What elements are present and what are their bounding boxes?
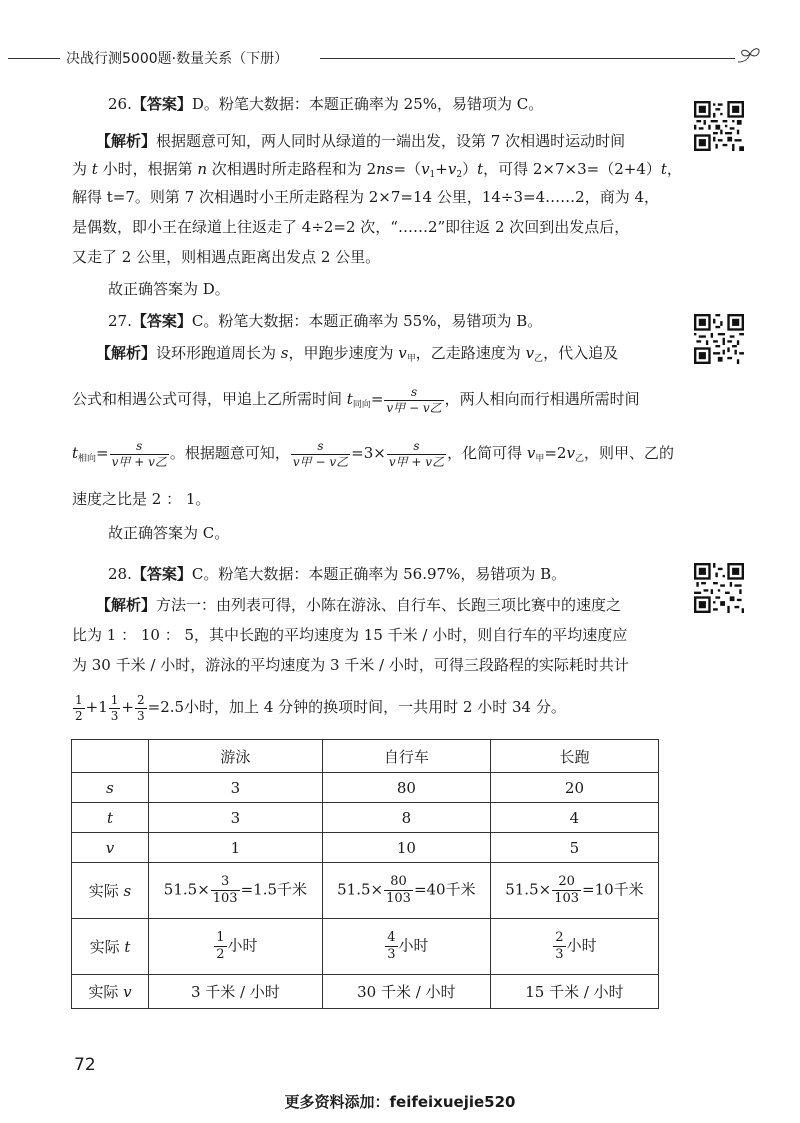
fraction: $\frac{2}{3}$ <box>136 692 145 723</box>
table-cell: 80 <box>322 773 490 803</box>
q26-analysis-line-4: 是偶数，即小王在绿道上往返走了 4÷2=2 次，“……2”即往返 2 次回到出发点后， <box>72 218 630 236</box>
q27-analysis-line-1: 【解析】设环形跑道周长为 s，甲跑步速度为 $v_甲$，乙走路速度为 $v_乙$，代入追及 <box>96 344 619 364</box>
table-row <box>72 975 659 1009</box>
row-label: t <box>72 803 149 833</box>
fraction: $\frac{2}{3}$ <box>555 930 564 962</box>
q26-analysis-line-5: 又走了 2 公里，则相遇点距离出发点 2 公里。 <box>72 248 381 266</box>
table-cell: 30 千米 / 小时 <box>322 975 490 1009</box>
page-number: 72 <box>74 1055 96 1075</box>
book-title: 决战行测5000题·数量关系（下册） <box>66 51 289 67</box>
table-cell: 3 <box>149 773 323 803</box>
table-cell: 5 <box>490 833 658 863</box>
footer-note: 更多资料添加：feifeixuejie520 <box>284 1093 516 1111</box>
header-rule-right <box>320 58 735 59</box>
table-cell: 51.5× $\frac{80}{103}$ =40千米 <box>322 863 490 919</box>
header-rule-left <box>8 58 60 59</box>
row-label: s <box>72 773 149 803</box>
qr-code-icon[interactable] <box>694 101 744 151</box>
q28-answer-line: 28.【答案】C。粉笔大数据：本题正确率为 56.97%，易错项为 B。 <box>108 565 567 583</box>
qr-code-icon[interactable] <box>694 314 744 364</box>
table-cell: 3 千米 / 小时 <box>149 975 323 1009</box>
table-cell: 8 <box>322 803 490 833</box>
q26-conclusion: 故正确答案为 D。 <box>108 280 230 298</box>
table-cell: 10 <box>322 833 490 863</box>
fraction: $\frac{80}{103}$ <box>386 874 411 906</box>
fraction: $\frac{1}{2}$ <box>216 930 225 962</box>
qr-code-icon[interactable] <box>694 563 744 613</box>
q27-analysis-line-3: $t_{相向}=$ $\frac{s}{\text{v甲 + v乙}}$ 。根据题意可知， $\frac{s}{\text{v甲 − v乙}}$ =3× $\frac{s}{\text{v甲 + v乙}}$ ，化简可得 $v_甲=2v_乙$，则甲、乙的 <box>72 438 674 469</box>
table-cell: $\frac{4}{3}$ 小时 <box>322 919 490 975</box>
table-cell: 51.5× $\frac{3}{103}$ =1.5千米 <box>149 863 323 919</box>
table-row <box>72 919 659 975</box>
table-cell: $\frac{1}{2}$ 小时 <box>149 919 323 975</box>
table-header-row <box>72 740 659 773</box>
q27-conclusion: 故正确答案为 C。 <box>108 524 230 542</box>
q27-answer-line: 27.【答案】C。粉笔大数据：本题正确率为 55%，易错项为 B。 <box>108 312 543 330</box>
q26-analysis-line-3: 解得 t=7。则第 7 次相遇时小王所走路程为 2×7=14 公里，14÷3=4……2，商为 4， <box>72 188 660 206</box>
table-row <box>72 803 659 833</box>
fraction: $\frac{s}{\text{v甲 + v乙}}$ <box>111 438 167 469</box>
table-cell: 51.5× $\frac{20}{103}$ =10千米 <box>490 863 658 919</box>
table-row <box>72 773 659 803</box>
table-cell: 15 千米 / 小时 <box>490 975 658 1009</box>
table-cell: 4 <box>490 803 658 833</box>
leaf-ornament-icon <box>736 44 764 72</box>
running-header <box>0 44 800 74</box>
fraction: $\frac{3}{103}$ <box>212 874 238 906</box>
fraction: $\frac{s}{\text{v甲 + v乙}}$ <box>388 438 445 469</box>
table-header-cell: 自行车 <box>322 740 490 773</box>
fraction: $\frac{s}{\text{v甲 − v乙}}$ <box>386 384 442 415</box>
table-header-cell: 长跑 <box>490 740 658 773</box>
q28-analysis-line-4: $\frac{1}{2}$ +1 $\frac{1}{3}$ + $\frac{2}{3}$ =2.5小时，加上 4 分钟的换项时间，一共用时 2 小时 34 分。 <box>75 692 566 723</box>
fraction: $\frac{20}{103}$ <box>554 874 580 906</box>
fraction: $\frac{4}{3}$ <box>387 930 396 962</box>
table-row <box>72 833 659 863</box>
row-label: 实际 s <box>72 863 149 919</box>
table-row <box>72 863 659 919</box>
q27-analysis-line-4: 速度之比是 2 ： 1。 <box>72 490 211 508</box>
table-cell: $\frac{2}{3}$ 小时 <box>490 919 658 975</box>
table-cell: 20 <box>490 773 658 803</box>
q27-analysis-line-2: 公式和相遇公式可得，甲追上乙所需时间 $t_{同向}=$ $\frac{s}{\text{v甲 − v乙}}$ ，两人相向而行相遇所需时间 <box>72 384 640 415</box>
fraction: $\frac{1}{2}$ <box>75 692 83 723</box>
table-cell: 3 <box>149 803 323 833</box>
table-cell: 1 <box>149 833 323 863</box>
fraction: $\frac{1}{3}$ <box>110 692 119 723</box>
row-label: 实际 t <box>72 919 149 975</box>
fraction: $\frac{s}{\text{v甲 − v乙}}$ <box>292 438 349 469</box>
q28-analysis-line-1: 【解析】方法一：由列表可得，小陈在游泳、自行车、长跑三项比赛中的速度之 <box>96 596 622 614</box>
data-table <box>71 739 659 1009</box>
q26-answer-line: 26.【答案】D。粉笔大数据：本题正确率为 25%，易错项为 C。 <box>108 95 544 113</box>
row-label: v <box>72 833 149 863</box>
q28-analysis-line-2: 比为 1 ： 10 ： 5，其中长跑的平均速度为 15 千米 / 小时，则自行车的平均速度应 <box>72 626 628 644</box>
table-corner-cell <box>72 740 149 773</box>
q26-analysis-line-1: 【解析】根据题意可知，两人同时从绿道的一端出发，设第 7 次相遇时运动时间 <box>96 132 626 150</box>
q28-analysis-line-3: 为 30 千米 / 小时，游泳的平均速度为 3 千米 / 小时，可得三段路程的实际耗时共计 <box>72 656 629 674</box>
row-label: 实际 v <box>72 975 149 1009</box>
table-header-cell: 游泳 <box>149 740 323 773</box>
q26-analysis-line-2: 为 t 小时，根据第 n 次相遇时所走路程和为 $2ns=(v_1+v_2)t$，可得 2×7×3=（2+4）t， <box>72 160 682 180</box>
